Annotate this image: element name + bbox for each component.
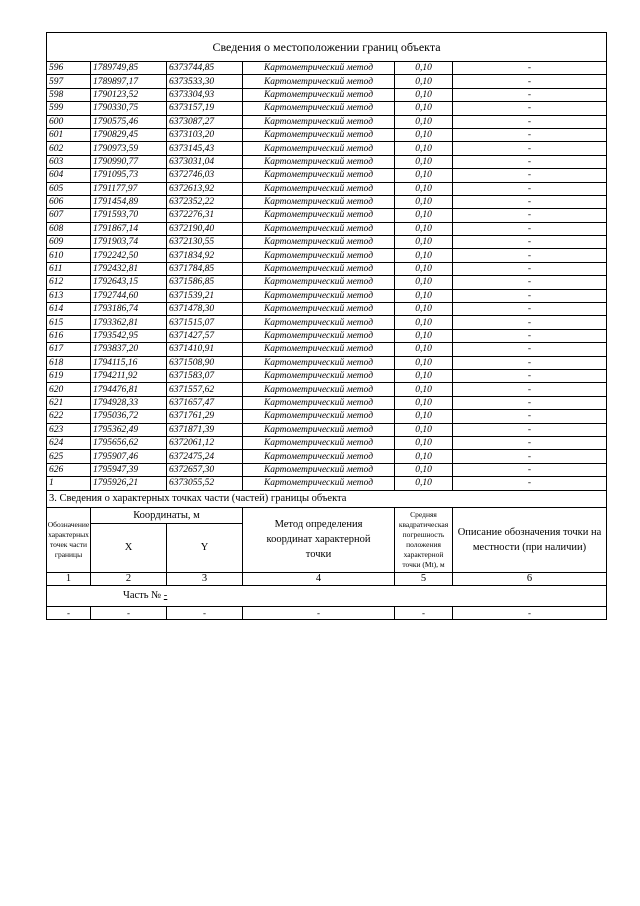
part-row [47,585,607,606]
point-number-cell: 600 [47,115,91,128]
coord-y-cell: 6372613,92 [167,182,243,195]
coord-x-cell: 1790123,52 [91,88,167,101]
col-accuracy-label: Средняя квадратическая погрешность положения характерной точки (Mt), м [395,507,453,572]
table-row [47,142,607,155]
empty-cell: - [167,606,243,619]
coord-x-cell: 1791593,70 [91,209,167,222]
table-row [47,195,607,208]
table-row [47,303,607,316]
accuracy-cell: 0,10 [395,155,453,168]
accuracy-cell: 0,10 [395,182,453,195]
method-cell: Картометрический метод [243,396,395,409]
point-number-cell: 598 [47,88,91,101]
accuracy-cell: 0,10 [395,75,453,88]
point-number-cell: 626 [47,463,91,476]
description-cell: - [453,182,607,195]
coord-x-cell: 1795362,49 [91,423,167,436]
coord-x-cell: 1791454,89 [91,195,167,208]
accuracy-cell: 0,10 [395,142,453,155]
description-cell: - [453,477,607,490]
coord-x-cell: 1791095,73 [91,169,167,182]
method-cell: Картометрический метод [243,316,395,329]
description-cell: - [453,383,607,396]
table-row [47,102,607,115]
coord-x-cell: 1789897,17 [91,75,167,88]
method-cell: Картометрический метод [243,195,395,208]
coord-y-cell: 6371478,30 [167,303,243,316]
col-coords-label: Координаты, м [91,507,243,523]
col-number: 5 [395,572,453,585]
table-row [47,436,607,449]
method-cell: Картометрический метод [243,436,395,449]
table-row [47,369,607,382]
method-cell: Картометрический метод [243,169,395,182]
col-x-label: X [91,523,167,572]
table-row [47,128,607,141]
method-cell: Картометрический метод [243,450,395,463]
description-cell: - [453,155,607,168]
coord-x-cell: 1795656,62 [91,436,167,449]
point-number-cell: 616 [47,329,91,342]
method-cell: Картометрический метод [243,75,395,88]
coord-x-cell: 1791177,97 [91,182,167,195]
coord-y-cell: 6373744,85 [167,62,243,75]
method-cell: Картометрический метод [243,142,395,155]
col-number: 3 [167,572,243,585]
table-row [47,383,607,396]
point-number-cell: 611 [47,262,91,275]
table-row [47,249,607,262]
method-cell: Картометрический метод [243,410,395,423]
coord-x-cell: 1794928,33 [91,396,167,409]
accuracy-cell: 0,10 [395,88,453,101]
coord-x-cell: 1790330,75 [91,102,167,115]
accuracy-cell: 0,10 [395,276,453,289]
coord-x-cell: 1792643,15 [91,276,167,289]
empty-cell: - [243,606,395,619]
coord-x-cell: 1791903,74 [91,236,167,249]
point-number-cell: 605 [47,182,91,195]
table-row [47,155,607,168]
accuracy-cell: 0,10 [395,436,453,449]
method-cell: Картометрический метод [243,383,395,396]
coord-y-cell: 6371539,21 [167,289,243,302]
coord-y-cell: 6373031,04 [167,155,243,168]
point-number-cell: 597 [47,75,91,88]
coord-x-cell: 1792744,60 [91,289,167,302]
table-row [47,169,607,182]
description-cell: - [453,169,607,182]
point-number-cell: 614 [47,303,91,316]
coord-y-cell: 6371508,90 [167,356,243,369]
coord-x-cell: 1795926,21 [91,477,167,490]
part-value: - [163,590,168,601]
description-cell: - [453,356,607,369]
method-cell: Картометрический метод [243,289,395,302]
accuracy-cell: 0,10 [395,477,453,490]
table-row [47,75,607,88]
method-cell: Картометрический метод [243,477,395,490]
table-row [47,209,607,222]
accuracy-cell: 0,10 [395,128,453,141]
method-cell: Картометрический метод [243,276,395,289]
table-row [47,450,607,463]
accuracy-cell: 0,10 [395,316,453,329]
empty-cell: - [395,606,453,619]
description-cell: - [453,303,607,316]
coord-x-cell: 1795907,46 [91,450,167,463]
col-number: 1 [47,572,91,585]
method-cell: Картометрический метод [243,356,395,369]
method-cell: Картометрический метод [243,62,395,75]
accuracy-cell: 0,10 [395,249,453,262]
accuracy-cell: 0,10 [395,289,453,302]
accuracy-cell: 0,10 [395,115,453,128]
description-cell: - [453,236,607,249]
method-cell: Картометрический метод [243,128,395,141]
coord-y-cell: 6372657,30 [167,463,243,476]
description-cell: - [453,276,607,289]
table-row [47,62,607,75]
coord-y-cell: 6372352,22 [167,195,243,208]
method-cell: Картометрический метод [243,262,395,275]
coord-x-cell: 1792242,50 [91,249,167,262]
point-number-cell: 601 [47,128,91,141]
empty-cell: - [47,606,91,619]
description-cell: - [453,142,607,155]
coord-y-cell: 6371583,07 [167,369,243,382]
description-cell: - [453,423,607,436]
description-cell: - [453,75,607,88]
coord-y-cell: 6371871,39 [167,423,243,436]
point-number-cell: 624 [47,436,91,449]
method-cell: Картометрический метод [243,236,395,249]
accuracy-cell: 0,10 [395,410,453,423]
method-cell: Картометрический метод [243,102,395,115]
accuracy-cell: 0,10 [395,169,453,182]
coord-x-cell: 1793542,95 [91,329,167,342]
table-row [47,477,607,490]
coord-y-cell: 6372746,03 [167,169,243,182]
accuracy-cell: 0,10 [395,463,453,476]
description-cell: - [453,222,607,235]
accuracy-cell: 0,10 [395,303,453,316]
coord-y-cell: 6372130,55 [167,236,243,249]
accuracy-cell: 0,10 [395,356,453,369]
table-row [47,88,607,101]
coord-x-cell: 1795947,39 [91,463,167,476]
point-number-cell: 613 [47,289,91,302]
coord-y-cell: 6373157,19 [167,102,243,115]
coord-y-cell: 6372276,31 [167,209,243,222]
method-cell: Картометрический метод [243,182,395,195]
table-row [47,182,607,195]
empty-cell: - [453,606,607,619]
coord-y-cell: 6372190,40 [167,222,243,235]
table-row [47,423,607,436]
point-number-cell: 619 [47,369,91,382]
col-number: 2 [91,572,167,585]
accuracy-cell: 0,10 [395,396,453,409]
accuracy-cell: 0,10 [395,62,453,75]
table-title: Сведения о местоположении границ объекта [47,33,607,62]
accuracy-cell: 0,10 [395,423,453,436]
table-row [47,356,607,369]
coord-x-cell: 1790973,59 [91,142,167,155]
coord-x-cell: 1793837,20 [91,343,167,356]
coord-x-cell: 1793186,74 [91,303,167,316]
coord-y-cell: 6371657,47 [167,396,243,409]
accuracy-cell: 0,10 [395,262,453,275]
coord-x-cell: 1794211,92 [91,369,167,382]
coord-x-cell: 1789749,85 [91,62,167,75]
coord-y-cell: 6371761,29 [167,410,243,423]
table-row [47,396,607,409]
table-row [47,343,607,356]
description-cell: - [453,195,607,208]
description-cell: - [453,369,607,382]
accuracy-cell: 0,10 [395,209,453,222]
col-number: 6 [453,572,607,585]
description-cell: - [453,249,607,262]
table-row [47,329,607,342]
description-cell: - [453,289,607,302]
coord-x-cell: 1790990,77 [91,155,167,168]
coord-x-cell: 1790575,46 [91,115,167,128]
coord-y-cell: 6371784,85 [167,262,243,275]
document-frame [46,32,606,620]
col-description-label: Описание обозначения точки на местности (при наличии) [453,507,607,572]
method-cell: Картометрический метод [243,463,395,476]
accuracy-cell: 0,10 [395,236,453,249]
table-row [47,316,607,329]
point-number-cell: 622 [47,410,91,423]
accuracy-cell: 0,10 [395,222,453,235]
description-cell: - [453,62,607,75]
method-cell: Картометрический метод [243,249,395,262]
coord-y-cell: 6371586,85 [167,276,243,289]
boundary-table [46,32,607,620]
accuracy-cell: 0,10 [395,329,453,342]
table-row [47,410,607,423]
point-number-cell: 610 [47,249,91,262]
method-cell: Картометрический метод [243,329,395,342]
coord-y-cell: 6371410,91 [167,343,243,356]
accuracy-cell: 0,10 [395,343,453,356]
description-cell: - [453,128,607,141]
accuracy-cell: 0,10 [395,102,453,115]
description-cell: - [453,102,607,115]
method-cell: Картометрический метод [243,222,395,235]
table-row [47,276,607,289]
description-cell: - [453,410,607,423]
coord-y-cell: 6373533,30 [167,75,243,88]
description-cell: - [453,262,607,275]
point-number-cell: 603 [47,155,91,168]
description-cell: - [453,115,607,128]
point-number-cell: 1 [47,477,91,490]
coord-y-cell: 6373055,52 [167,477,243,490]
table-row [47,262,607,275]
point-number-cell: 615 [47,316,91,329]
description-cell: - [453,450,607,463]
point-number-cell: 618 [47,356,91,369]
method-cell: Картометрический метод [243,343,395,356]
point-number-cell: 599 [47,102,91,115]
coord-y-cell: 6373304,93 [167,88,243,101]
coord-x-cell: 1790829,45 [91,128,167,141]
coord-y-cell: 6372475,24 [167,450,243,463]
method-cell: Картометрический метод [243,303,395,316]
coord-y-cell: 6371834,92 [167,249,243,262]
coord-y-cell: 6373087,27 [167,115,243,128]
coord-y-cell: 6373103,20 [167,128,243,141]
col-point-label: Обозначение характерных точек части границы [47,507,91,572]
coord-y-cell: 6371515,07 [167,316,243,329]
method-cell: Картометрический метод [243,88,395,101]
point-number-cell: 621 [47,396,91,409]
method-cell: Картометрический метод [243,115,395,128]
description-cell: - [453,209,607,222]
method-cell: Картометрический метод [243,209,395,222]
coord-y-cell: 6371557,62 [167,383,243,396]
description-cell: - [453,88,607,101]
coord-x-cell: 1795036,72 [91,410,167,423]
table-row [47,289,607,302]
accuracy-cell: 0,10 [395,383,453,396]
method-cell: Картометрический метод [243,423,395,436]
description-cell: - [453,316,607,329]
point-number-cell: 609 [47,236,91,249]
point-number-cell: 604 [47,169,91,182]
accuracy-cell: 0,10 [395,369,453,382]
coord-x-cell: 1792432,81 [91,262,167,275]
coord-x-cell: 1794115,16 [91,356,167,369]
coord-y-cell: 6371427,57 [167,329,243,342]
table-row [47,463,607,476]
accuracy-cell: 0,10 [395,450,453,463]
description-cell: - [453,329,607,342]
point-number-cell: 623 [47,423,91,436]
description-cell: - [453,436,607,449]
point-number-cell: 620 [47,383,91,396]
description-cell: - [453,396,607,409]
method-cell: Картометрический метод [243,369,395,382]
point-number-cell: 607 [47,209,91,222]
method-cell: Картометрический метод [243,155,395,168]
table-row [47,236,607,249]
description-cell: - [453,463,607,476]
point-number-cell: 606 [47,195,91,208]
table-row [47,115,607,128]
coord-x-cell: 1791867,14 [91,222,167,235]
part-label: Часть № [123,590,162,601]
section-3-title: 3. Сведения о характерных точках части (частей) границы объекта [47,490,607,507]
col-y-label: Y [167,523,243,572]
col-method-label: Метод определения координат характерной точки [243,507,395,572]
table-row [47,222,607,235]
coord-y-cell: 6373145,43 [167,142,243,155]
point-number-cell: 617 [47,343,91,356]
col-number: 4 [243,572,395,585]
accuracy-cell: 0,10 [395,195,453,208]
coord-x-cell: 1793362,81 [91,316,167,329]
point-number-cell: 625 [47,450,91,463]
empty-cell: - [91,606,167,619]
description-cell: - [453,343,607,356]
coord-x-cell: 1794476,81 [91,383,167,396]
point-number-cell: 612 [47,276,91,289]
coord-y-cell: 6372061,12 [167,436,243,449]
point-number-cell: 608 [47,222,91,235]
point-number-cell: 602 [47,142,91,155]
point-number-cell: 596 [47,62,91,75]
